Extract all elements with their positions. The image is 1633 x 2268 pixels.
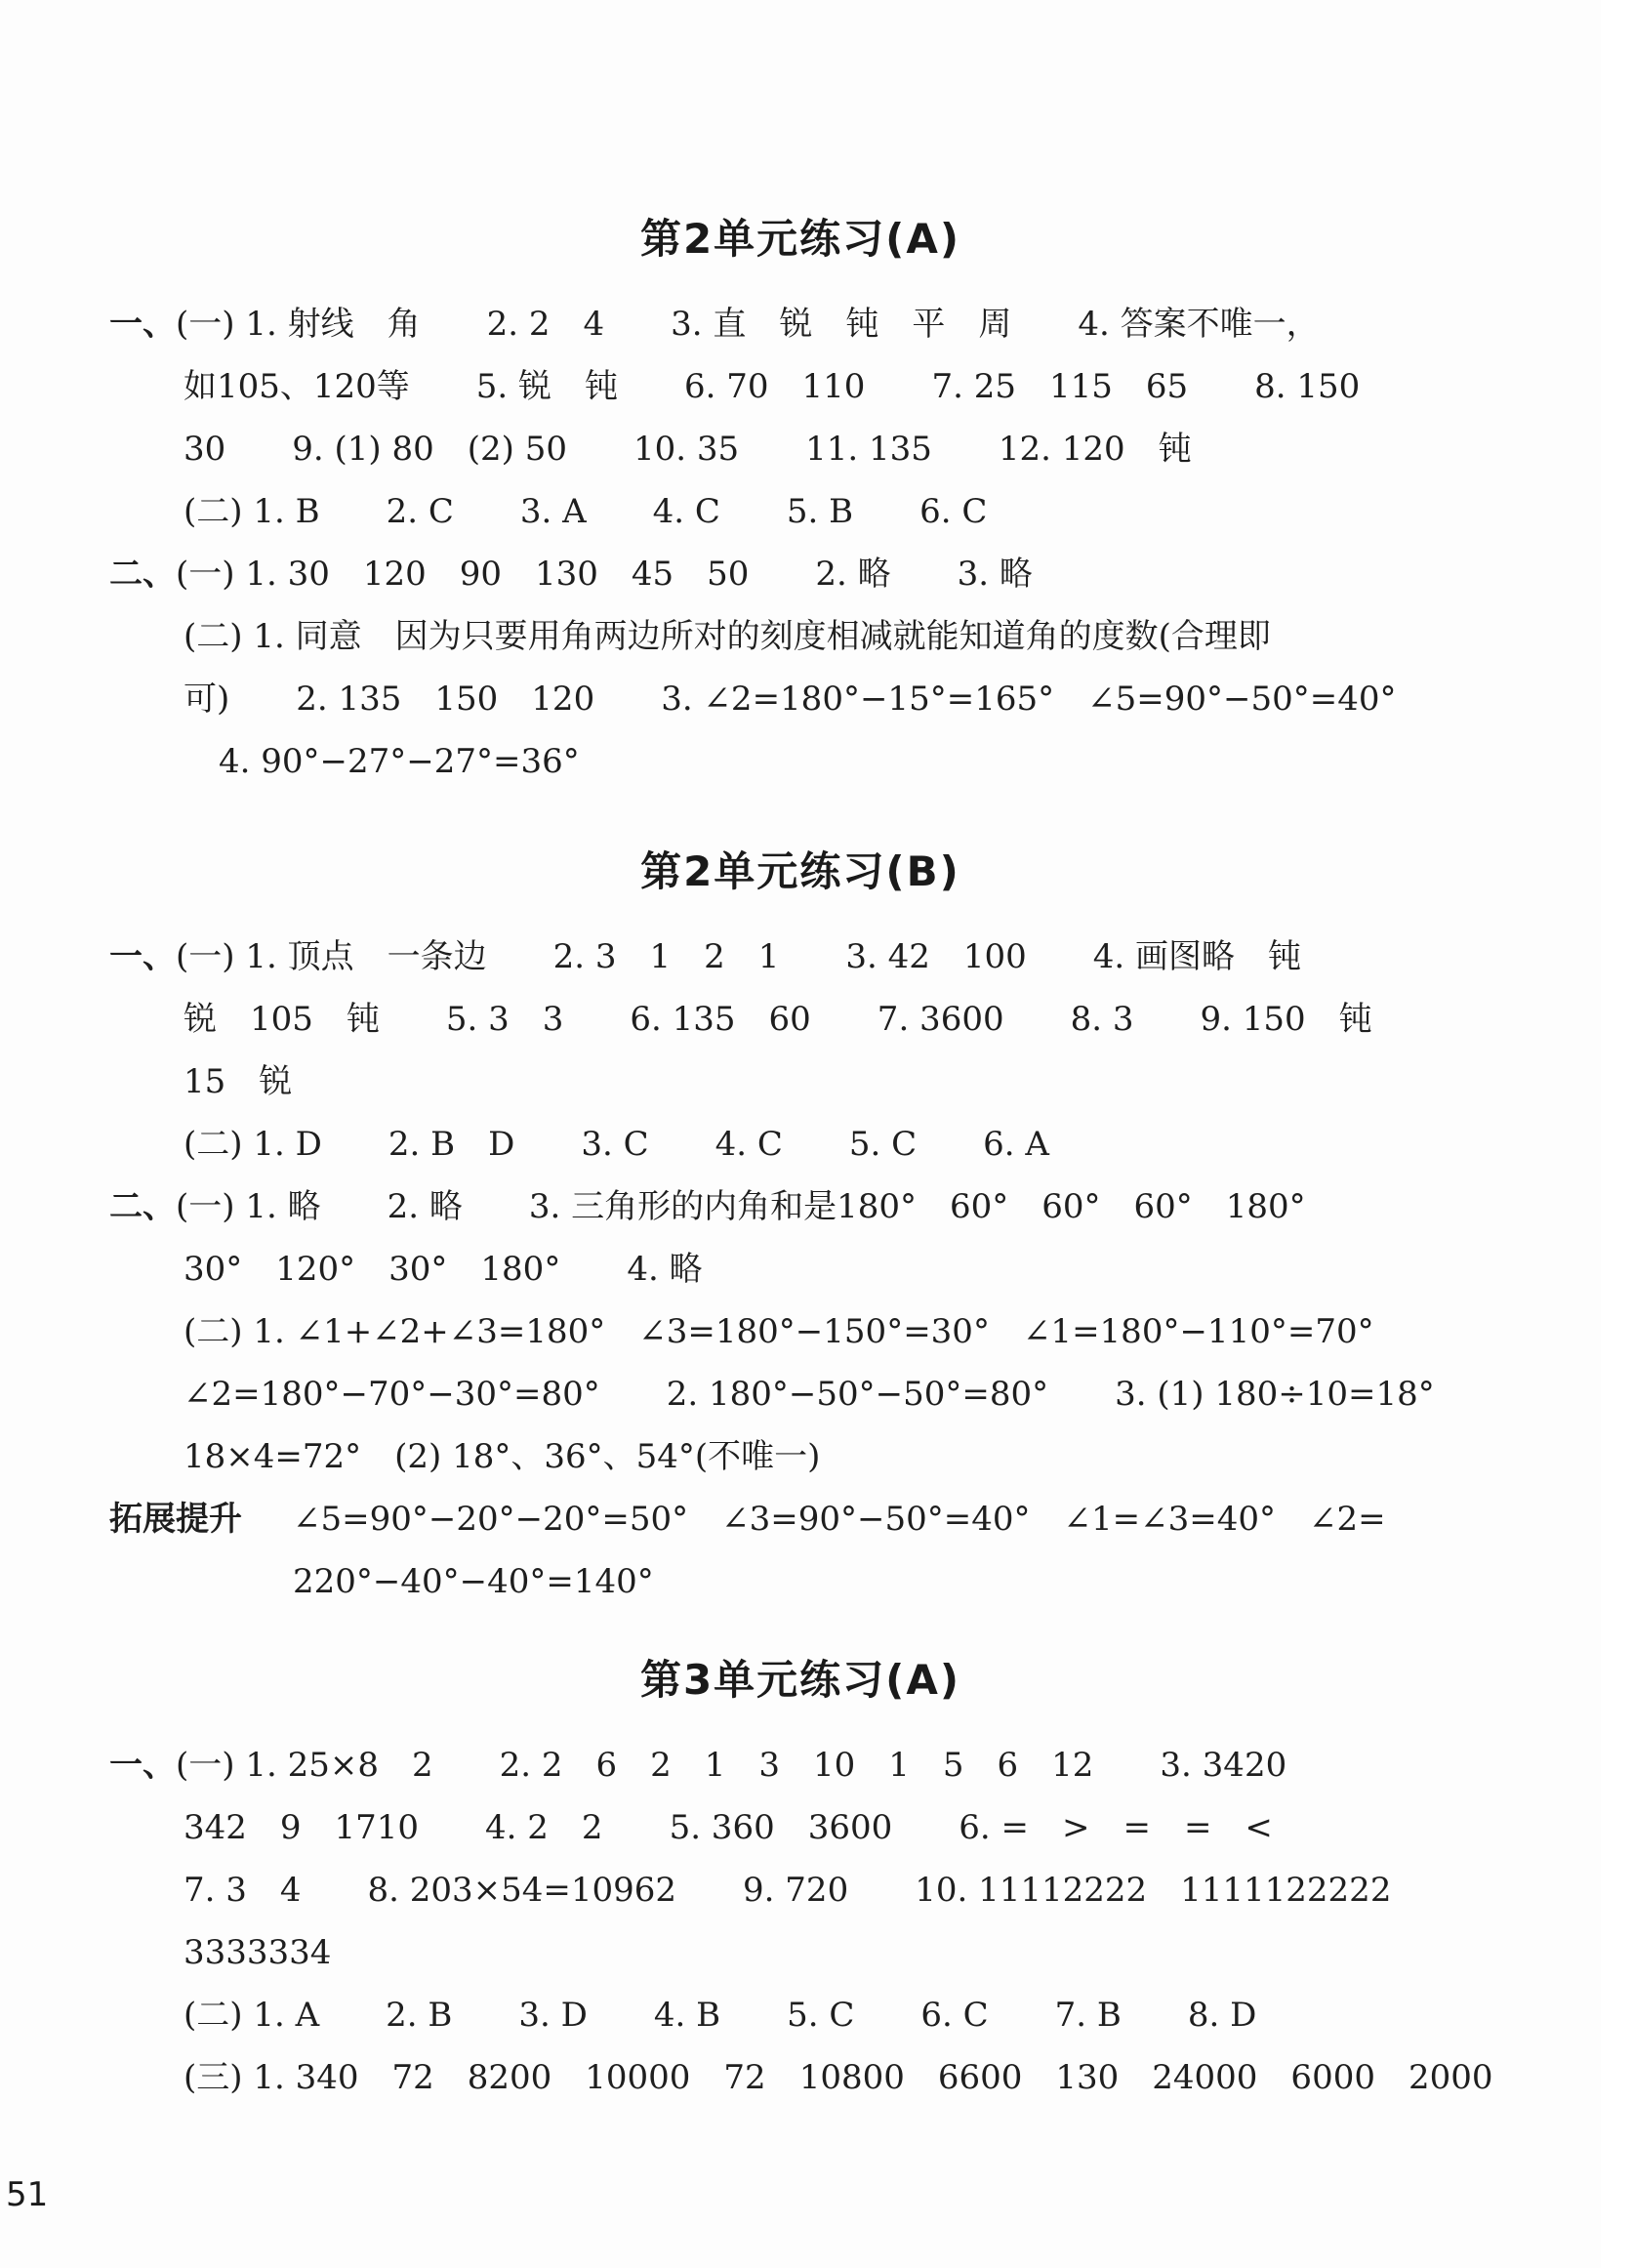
section-label: 一、 (109, 1746, 176, 1785)
answer-line: 15 锐 (184, 1062, 293, 1101)
answer-line: (二) 1. A 2. B 3. D 4. B 5. C 6. C 7. B 8. D (184, 1996, 1257, 2035)
section-label: 一、 (109, 937, 176, 976)
answer-line: 锐 105 钝 5. 3 3 6. 135 60 7. 3600 8. 3 9. 150 钝 (184, 1000, 1372, 1039)
answer-text: (一) 1. 顶点 一条边 2. 3 1 2 1 3. 42 100 4. 画图略 钝 (176, 937, 1302, 976)
answer-line: (二) 1. 同意 因为只要用角两边所对的刻度相减就能知道角的度数(合理即 (184, 617, 1271, 656)
answer-line: (二) 1. B 2. C 3. A 4. C 5. B 6. C (184, 492, 988, 531)
answer-line (109, 305, 1320, 344)
section-label: 拓展提升 (109, 1500, 242, 1539)
answer-text: (一) 1. 25×8 2 2. 2 6 2 1 3 10 1 5 6 12 3. 3420 (176, 1746, 1287, 1785)
section-label: 二、 (109, 555, 176, 594)
section-title: 第2单元练习(B) (640, 847, 960, 895)
answer-line: ∠2=180°−70°−30°=80° 2. 180°−50°−50°=80° 3. (1) 180÷10=18° (184, 1375, 1435, 1414)
section-title: 第2单元练习(A) (639, 215, 961, 263)
answer-line: 7. 3 4 8. 203×54=10962 9. 720 10. 11112222 1111122222 (184, 1871, 1392, 1910)
answer-line (109, 1500, 1386, 1539)
answer-line: 342 9 1710 4. 2 2 5. 360 3600 6. = > = = < (184, 1808, 1273, 1847)
answer-text: (一) 1. 射线 角 2. 2 4 3. 直 锐 钝 平 周 4. 答案不唯一， (176, 305, 1320, 344)
section-label: 二、 (109, 1187, 176, 1226)
page-edge (1601, 0, 1633, 2268)
answer-line: 3333334 (184, 1933, 332, 1972)
answer-line: 30 9. (1) 80 (2) 50 10. 35 11. 135 12. 120 钝 (184, 430, 1192, 469)
section-label: 一、 (109, 305, 176, 344)
answer-line: (二) 1. ∠1+∠2+∠3=180° ∠3=180°−150°=30° ∠1=180°−110°=70° (184, 1312, 1374, 1351)
answer-line (109, 555, 1033, 594)
page-number: 51 (6, 2175, 49, 2214)
answer-line: 18×4=72° (2) 18°、36°、54°(不唯一) (184, 1437, 821, 1476)
answer-line: (三) 1. 340 72 8200 10000 72 10800 6600 130 24000 6000 2000 (184, 2058, 1493, 2097)
answer-line: 220°−40°−40°=140° (293, 1562, 654, 1601)
answer-line: (二) 1. D 2. B D 3. C 4. C 5. C 6. A (184, 1125, 1049, 1164)
answer-line (109, 1746, 1286, 1785)
answer-line: 可) 2. 135 150 120 3. ∠2=180°−15°=165° ∠5=90°−50°=40° (184, 680, 1397, 719)
answer-line (109, 937, 1301, 976)
answer-line: 30° 120° 30° 180° 4. 略 (184, 1250, 703, 1289)
answer-line (109, 1187, 1306, 1226)
section-title: 第3单元练习(A) (639, 1656, 961, 1704)
answer-text: ∠5=90°−20°−20°=50° ∠3=90°−50°=40° ∠1=∠3=40° ∠2= (293, 1500, 1386, 1539)
answer-text: (一) 1. 略 2. 略 3. 三角形的内角和是180° 60° 60° 60° 180° (176, 1187, 1306, 1226)
answer-text: (一) 1. 30 120 90 130 45 50 2. 略 3. 略 (176, 555, 1033, 594)
answer-line: 如105、120等 5. 锐 钝 6. 70 110 7. 25 115 65 8. 150 (184, 367, 1361, 406)
answer-line: 4. 90°−27°−27°=36° (219, 742, 580, 781)
